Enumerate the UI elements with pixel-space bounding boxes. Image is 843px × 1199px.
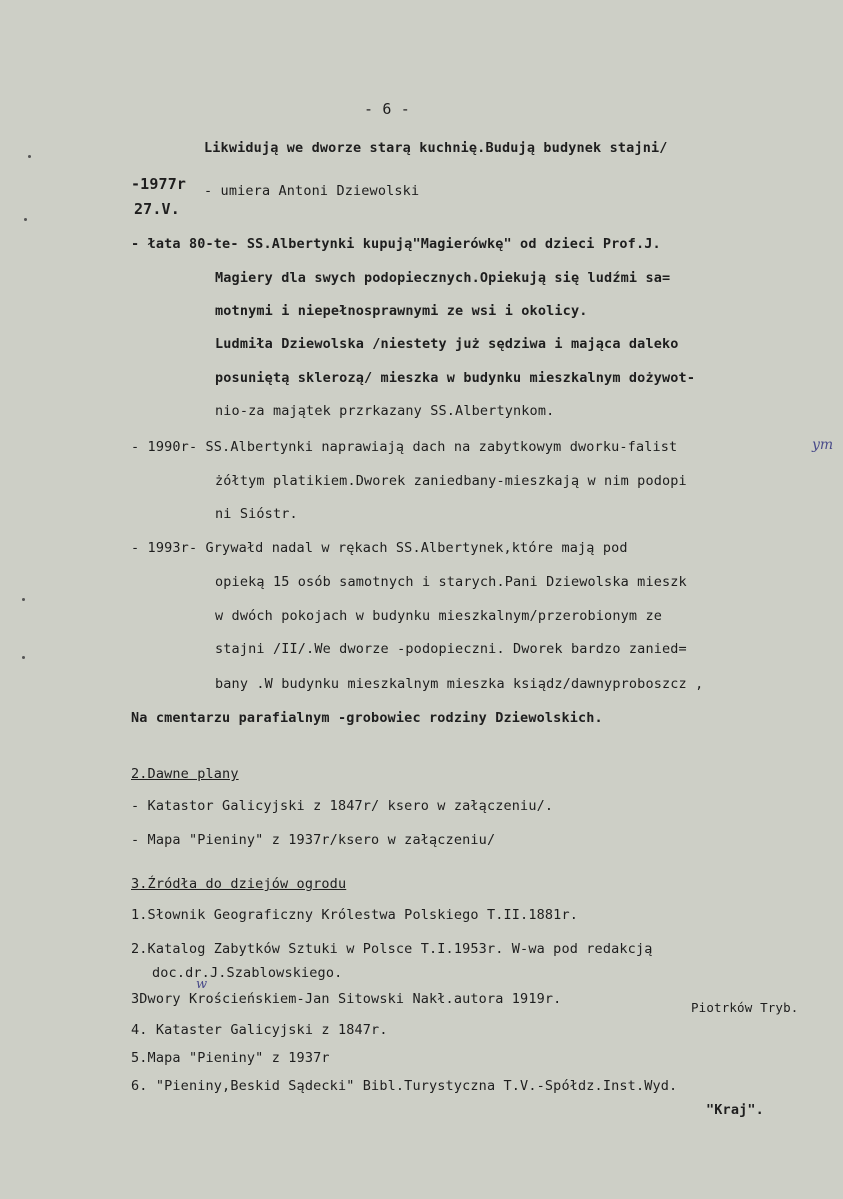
handwritten-correction: ym: [812, 437, 834, 453]
text-line: Ludmiła Dziewolska /niestety już sędziwa i mająca daleko: [215, 336, 679, 352]
text-line: w dwóch pokojach w budynku mieszkalnym/przerobionym ze: [215, 608, 662, 624]
list-item: 3Dwory Krościeńskiem-Jan Sitowski Nakł.autora 1919r.: [131, 991, 562, 1007]
text-line: Magiery dla swych podopiecznych.Opiekują się ludźmi sa=: [215, 270, 671, 286]
handwritten-correction: w: [196, 977, 208, 992]
text-line: żółtym platikiem.Dworek zaniedbany-mieszkają w nim podopi: [215, 473, 687, 489]
list-item: 6. "Pieniny,Beskid Sądecki" Bibl.Turystyczna T.V.-Spółdz.Inst.Wyd.: [131, 1078, 678, 1094]
list-item: 5.Mapa "Pieniny" z 1937r: [131, 1050, 330, 1066]
text-line: - łata 80-te- SS.Albertynki kupują"Magierówkę" od dzieci Prof.J.: [131, 236, 661, 252]
text-line: Likwidują we dworze starą kuchnię.Budują budynek stajni/: [204, 140, 668, 156]
list-item-continuation: "Kraj".: [706, 1102, 764, 1118]
date-label: -1977r: [131, 175, 187, 193]
section-heading: 2.Dawne plany: [131, 766, 239, 782]
text-line: posuniętą sklerozą/ mieszka w budynku mieszkalnym dożywot-: [215, 370, 696, 386]
list-item: 2.Katalog Zabytków Sztuki w Polsce T.I.1953r. W-wa pod redakcją: [131, 941, 653, 957]
text-line: Na cmentarzu parafialnym -grobowiec rodziny Dziewolskich.: [131, 710, 603, 726]
list-item: 4. Kataster Galicyjski z 1847r.: [131, 1022, 388, 1038]
text-line: stajni /II/.We dworze -podopieczni. Dworek bardzo zanied=: [215, 641, 687, 657]
list-item: - Katastor Galicyjski z 1847r/ ksero w załączeniu/.: [131, 798, 554, 814]
text-line: - umiera Antoni Dziewolski: [204, 183, 420, 199]
text-line: motnymi i niepełnosprawnymi ze wsi i okolicy.: [215, 303, 588, 319]
text-line: - 1993r- Grywałd nadal w rękach SS.Albertynek,które mają pod: [131, 540, 628, 556]
punch-mark: [28, 155, 31, 158]
text-line: opieką 15 osób samotnych i starych.Pani Dziewolska mieszk: [215, 574, 687, 590]
punch-mark: [22, 656, 25, 659]
text-line: ni Sióstr.: [215, 506, 298, 522]
page-number: - 6 -: [364, 100, 410, 118]
list-item-continuation: doc.dr.J.Szablowskiego.: [152, 965, 343, 981]
text-line: bany .W budynku mieszkalnym mieszka ksiądz/dawnyproboszcz ,: [215, 676, 704, 692]
text-line: - 1990r- SS.Albertynki naprawiają dach na zabytkowym dworku-falist: [131, 439, 678, 455]
date-label: 27.V.: [134, 200, 180, 218]
list-item: - Mapa "Pieniny" z 1937r/ksero w załączeniu/: [131, 832, 496, 848]
text-line: nio-za majątek przrkazany SS.Albertynkom.: [215, 403, 555, 419]
list-item-continuation: Piotrków Tryb.: [691, 1000, 799, 1015]
punch-mark: [24, 218, 27, 221]
punch-mark: [22, 598, 25, 601]
list-item: 1.Słownik Geograficzny Królestwa Polskiego T.II.1881r.: [131, 907, 578, 923]
section-heading: 3.Źródła do dziejów ogrodu: [131, 876, 347, 892]
